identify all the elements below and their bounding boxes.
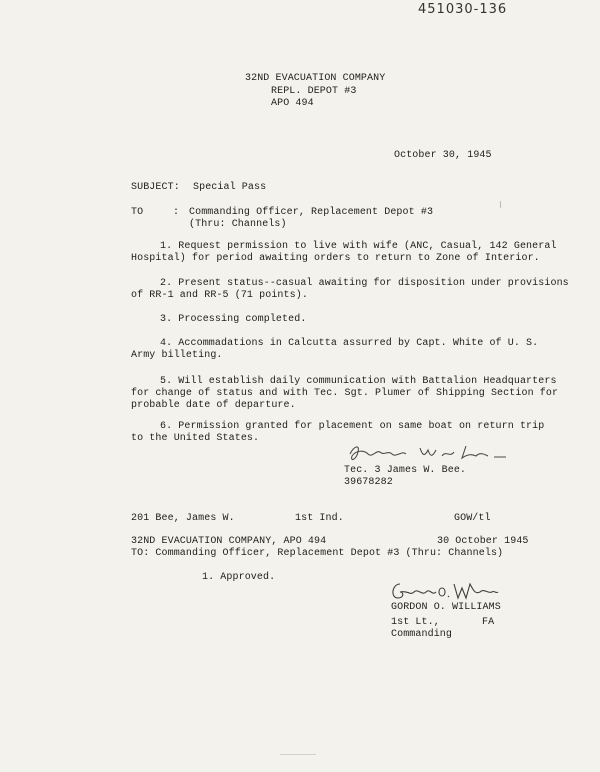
paragraph-4-line-2: Army billeting. <box>131 350 223 361</box>
paragraph-2-line-1: 2. Present status--casual awaiting for disposition under provisions <box>160 278 569 289</box>
paper-mark <box>500 201 501 208</box>
subject-label: SUBJECT: <box>131 182 180 193</box>
handwritten-signature-james-bee <box>344 440 514 466</box>
paragraph-3-line-1: 3. Processing completed. <box>160 314 307 325</box>
endorsement-from: 32ND EVACUATION COMPANY, APO 494 <box>131 536 327 547</box>
endorsement-date: 30 October 1945 <box>437 536 529 547</box>
to-colon: : <box>173 207 180 218</box>
header-line-2: REPL. DEPOT #3 <box>271 86 357 97</box>
paragraph-1-line-2: Hospital) for period awaiting orders to return to Zone of Interior. <box>131 253 540 264</box>
paper-mark <box>280 754 316 755</box>
signer2-name: GORDON O. WILLIAMS <box>391 602 501 613</box>
document-number: 451030-136 <box>418 2 508 17</box>
paragraph-6-line-2: to the United States. <box>131 433 260 444</box>
signer-name-line: Tec. 3 James W. Bee. <box>344 465 467 476</box>
signer-serial-number: 39678282 <box>344 477 393 488</box>
header-line-1: 32ND EVACUATION COMPANY <box>245 73 386 84</box>
paragraph-5-line-2: for change of status and with Tec. Sgt. Plumer of Shipping Section for <box>131 388 559 399</box>
endorsement-reference: 201 Bee, James W. <box>131 513 235 524</box>
signer2-branch: FA <box>482 617 495 628</box>
subject-value: Special Pass <box>193 182 267 193</box>
letter-date: October 30, 1945 <box>394 150 492 161</box>
paragraph-5-line-3: probable date of departure. <box>131 400 296 411</box>
paragraph-4-line-1: 4. Accommadations in Calcutta assurred by Capt. White of U. S. <box>160 338 539 349</box>
endorsement-indorsement: 1st Ind. <box>295 513 344 524</box>
to-label: TO <box>131 207 144 218</box>
paragraph-2-line-2: of RR-1 and RR-5 (71 points). <box>131 290 308 301</box>
signer2-rank: 1st Lt., <box>391 617 440 628</box>
paragraph-6-line-1: 6. Permission granted for placement on same boat on return trip <box>160 421 545 432</box>
signer2-title: Commanding <box>391 629 453 640</box>
paragraph-1-line-1: 1. Request permission to live with wife (ANC, Casual, 142 General <box>160 241 557 252</box>
endorsement-to: TO: Commanding Officer, Replacement Depot #3 (Thru: Channels) <box>131 548 504 559</box>
header-line-3: APO 494 <box>271 98 314 109</box>
paragraph-5-line-1: 5. Will establish daily communication with Battalion Headquarters <box>160 376 557 387</box>
to-line-2: (Thru: Channels) <box>189 219 287 230</box>
to-line-1: Commanding Officer, Replacement Depot #3 <box>189 207 434 218</box>
endorsement-initials: GOW/tl <box>454 513 491 524</box>
handwritten-signature-gordon-williams <box>388 578 500 604</box>
endorsement-approved: 1. Approved. <box>202 572 276 583</box>
